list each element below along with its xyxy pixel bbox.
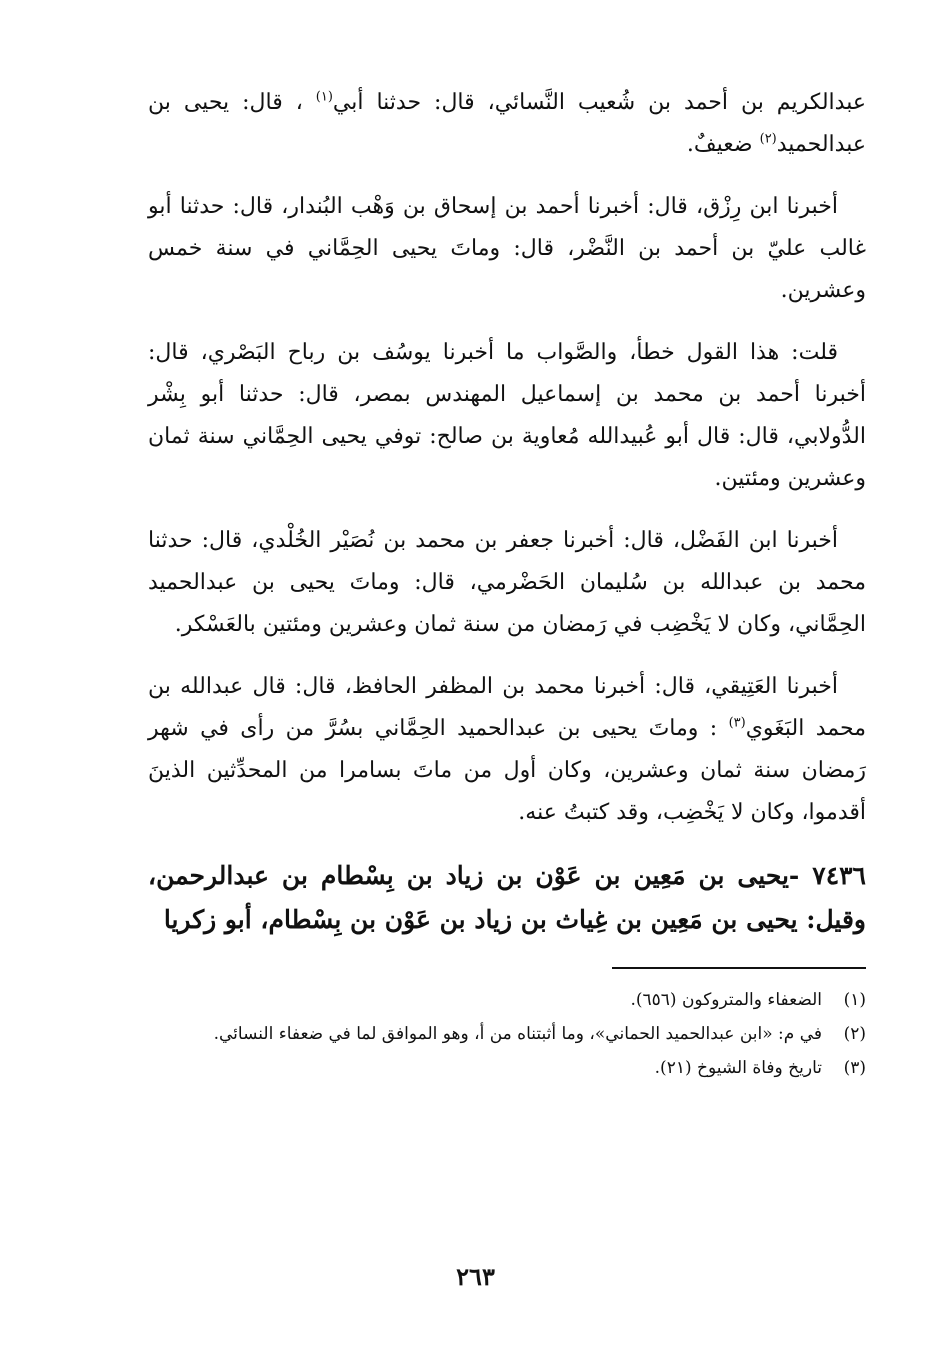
footnote-number: (٢)	[843, 1024, 866, 1044]
paragraph-1-part-a: عبدالكريم بن أحمد بن شُعيب النَّسائي، قال: حدثنا أبي	[332, 90, 866, 115]
paragraph-1	[148, 82, 866, 166]
footnote-ref-2[interactable]: (٢)	[759, 131, 777, 147]
entry-number: ٧٤٣٦	[812, 861, 866, 890]
paragraph-5-part-a: أخبرنا العَتِيقي، قال: أخبرنا محمد بن المظفر الحافظ، قال: قال عبدالله بن محمد البَغَوي	[148, 674, 866, 741]
footnote-number: (١)	[843, 990, 866, 1010]
footnotes	[148, 985, 866, 1087]
footnote-text: الضعفاء والمتروكون (٦٥٦).	[630, 990, 822, 1010]
paragraph-1-part-c: ضعيفٌ.	[686, 132, 753, 157]
biography-entry	[148, 854, 866, 942]
footnote-number: (٣)	[843, 1058, 866, 1078]
footnote-2	[148, 1019, 866, 1049]
main-text	[148, 82, 866, 942]
paragraph-5-part-b: : وماتَ يحيى بن عبدالحميد الحِمَّاني بسُرَّ من رأى في شهر رَمضان سنة ثمان وعشرين، وكان أول من ماتَ بسامرا من المحدِّثين الذينَ أقدموا، وكان لا يَخْضِب، وقد كتبتُ عنه.	[148, 716, 866, 825]
paragraph-1-part-b: ، قال: يحيى بن عبدالحميد	[148, 90, 866, 157]
paragraph-4: أخبرنا ابن الفَضْل، قال: أخبرنا جعفر بن محمد بن نُصَيْر الخُلْدي، قال: حدثنا محمد بن عبدالله بن سُليمان الحَضْرمي، قال: وماتَ يحيى بن عبدالحميد الحِمَّاني، وكان لا يَخْضِب في رَمضان من سنة ثمان وعشرين ومئتين بالعَسْكر.	[148, 528, 866, 637]
footnote-text: تاريخ وفاة الشيوخ (٢١).	[654, 1058, 822, 1078]
footnote-ref-1[interactable]: (١)	[315, 89, 333, 105]
footnote-text: في م: «ابن عبدالحميد الحماني»، وما أثبتناه من أ، وهو الموافق لما في ضعفاء النسائي.	[213, 1024, 822, 1044]
paragraph-2: أخبرنا ابن رِزْق، قال: أخبرنا أحمد بن إسحاق بن وَهْب البُندار، قال: حدثنا أبو غالب عليّ بن أحمد بن النَّضْر، قال: وماتَ يحيى الحِمَّاني في سنة خمس وعشرين.	[148, 194, 866, 303]
footnote-1	[148, 985, 866, 1015]
entry-heading: -يحيى بن مَعِين بن عَوْن بن زياد بن بِسْطام بن عبدالرحمن، وقيل: يحيى بن مَعِين بن غِياث بن زياد بن عَوْن بن بِسْطام، أبو زكريا	[148, 861, 866, 934]
page-number: ٢٦٣	[456, 1262, 495, 1291]
paragraph-3: قلت: هذا القول خطأ، والصَّواب ما أخبرنا يوسُف بن رباح البَصْري، قال: أخبرنا أحمد بن محمد بن إسماعيل المهندس بمصر، قال: حدثنا أبو بِشْر الدُّولابي، قال: قال أبو عُبيدالله مُعاوية بن صالح: توفي يحيى الحِمَّاني سنة ثمان وعشرين ومئتين.	[148, 340, 866, 491]
footnote-ref-3[interactable]: (٣)	[728, 715, 746, 731]
footnote-3	[148, 1053, 866, 1083]
footnote-separator	[612, 967, 866, 969]
paragraph-5	[148, 666, 866, 834]
